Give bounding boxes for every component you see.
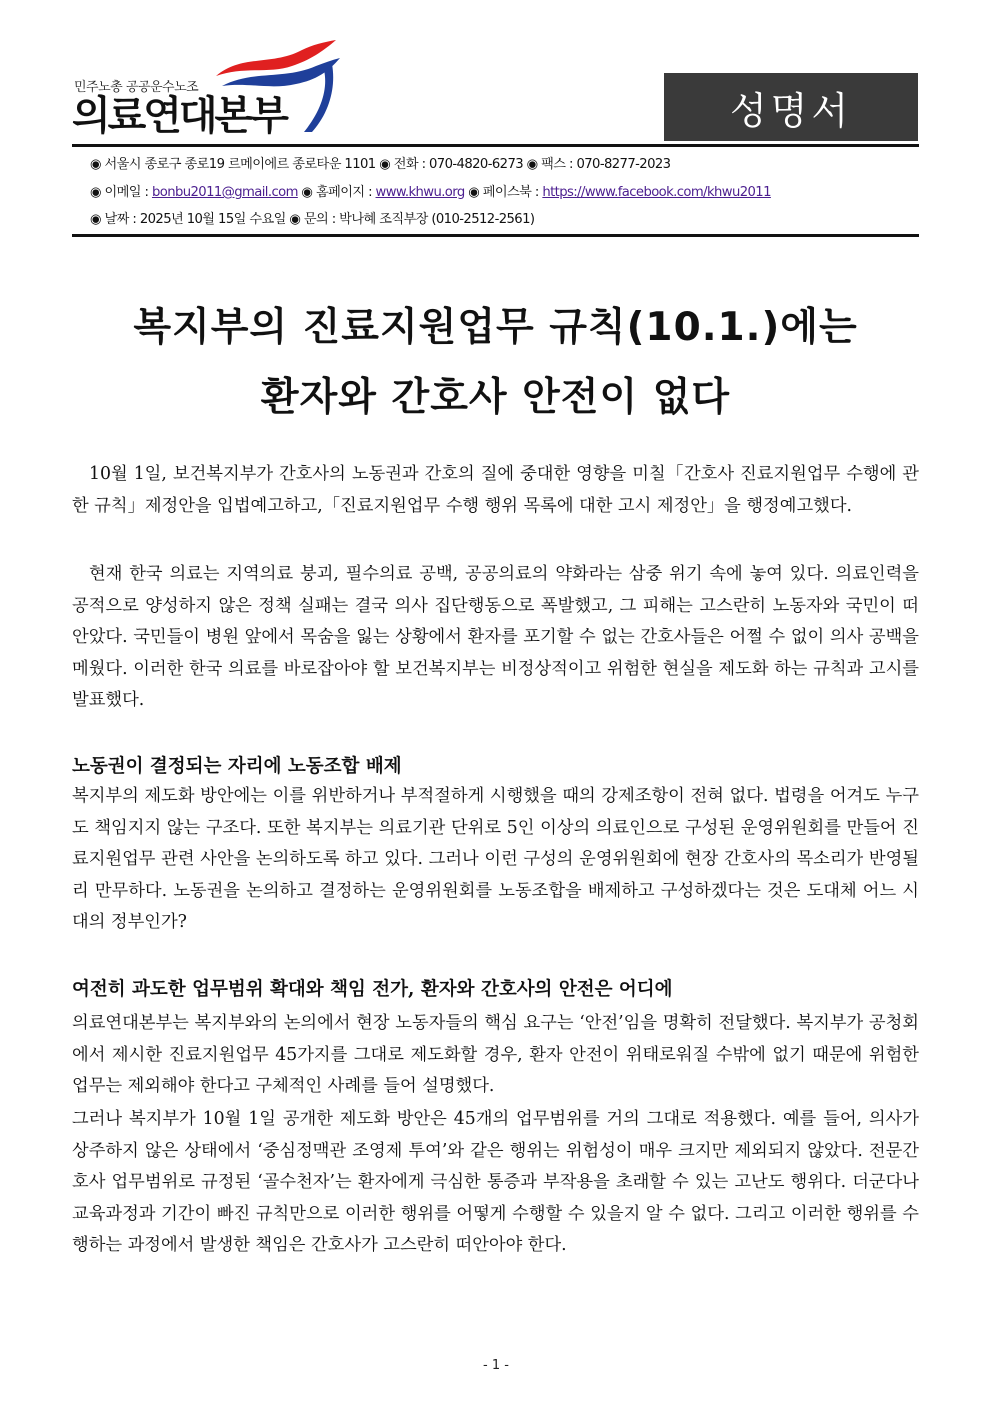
bullet-icon: ◉ — [90, 212, 101, 227]
statement-title-line2: 환자와 간호사 안전이 없다 — [260, 375, 731, 420]
statement-title-line1: 복지부의 진료지원업무 규칙(10.1.)에는 — [133, 305, 858, 350]
contact-line-address — [90, 153, 670, 172]
facebook-link[interactable]: https://www.facebook.com/khwu2011 — [542, 185, 771, 200]
facebook-label: 페이스북 : — [482, 185, 543, 200]
bullet-icon: ◉ — [468, 185, 480, 200]
page-number: - 1 - — [483, 1358, 509, 1373]
address-text: 서울시 종로구 종로19 르메이에르 종로타운 1101 — [104, 157, 376, 172]
body-paragraph-5: 그러나 복지부가 10월 1일 공개한 제도화 방안은 45개의 업무범위를 거의 그대로 적용했다. 예를 들어, 의사가 상주하지 않은 상태에서 ‘중심정맥관 조영제 투여’와 같은 행위는 위험성이 매우 크지만 제외되지 않았다. 전문간호사 업무범위로 규정된 ‘골수천자’는 환자에게 극심한 통증과 부작용을 초래할 수 있는 고난도 행위다. 더군다나 교육과정과 기간이 빠진 규칙만으로 이러한 행위를 어떻게 수행할 수 있을지 알 수 없다. 그리고 이러한 행위를 수행하는 과정에서 발생한 책임은 간호사가 고스란히 떠안아야 한다. — [72, 1109, 919, 1256]
org-logo — [72, 30, 352, 140]
document-type-badge: 성명서 — [664, 73, 918, 141]
phone-text: 전화 : 070-4820-6273 — [393, 157, 524, 172]
body-paragraph-3: 복지부의 제도화 방안에는 이를 위반하거나 부적절하게 시행했을 때의 강제조항이 전혀 없다. 법령을 어겨도 누구도 책임지지 않는 구조다. 또한 복지부는 의료기관 단위로 5인 이상의 의료인으로 구성된 운영위원회를 만들어 진료지원업무 관련 사안을 논의하도록 하고 있다. 그러나 이런 구성의 운영위원회에 현장 간호사의 목소리가 반영될 리 만무하다. 노동권을 논의하고 결정하는 운영위원회를 노동조합을 배제하고 구성하겠다는 것은 도대체 어느 시대의 정부인가? — [72, 786, 919, 933]
bullet-icon: ◉ — [90, 157, 101, 172]
org-name: 의료연대본부 — [72, 93, 286, 139]
inquiry-text: 문의 : 박나혜 조직부장 (010-2512-2561) — [303, 212, 535, 227]
email-label: 이메일 : — [104, 185, 152, 200]
email-link[interactable]: bonbu2011@gmail.com — [151, 185, 298, 200]
bullet-icon: ◉ — [379, 157, 391, 172]
body-paragraph-4: 의료연대본부는 복지부와의 논의에서 현장 노동자들의 핵심 요구는 ‘안전’임을 명확히 전달했다. 복지부가 공청회에서 제시한 진료지원업무 45가지를 그대로 제도화할 경우, 환자 안전이 위태로워질 수밖에 없기 때문에 위험한 업무는 제외해야 한다고 구체적인 사례를 들어 설명했다. — [72, 1013, 919, 1097]
bullet-icon: ◉ — [289, 212, 301, 227]
body-paragraph-2: 현재 한국 의료는 지역의료 붕괴, 필수의료 공백, 공공의료의 약화라는 삼중 위기 속에 놓여 있다. 의료인력을 공적으로 양성하지 않은 정책 실패는 결국 의사 집단행동으로 폭발했고, 그 피해는 고스란히 노동자와 국민이 떠안았다. 국민들이 병원 앞에서 목숨을 잃는 상황에서 환자를 포기할 수 없는 간호사들은 어쩔 수 없이 의사 공백을 메웠다. 이러한 한국 의료를 바로잡아야 할 보건복지부는 비정상적이고 위험한 현실을 제도화 하는 규칙과 고시를 발표했다. — [72, 564, 919, 711]
homepage-link[interactable]: www.khwu.org — [375, 185, 465, 200]
section-heading-1: 노동권이 결정되는 자리에 노동조합 배제 — [72, 756, 402, 777]
org-affiliation: 민주노총 공공운수노조 — [74, 80, 199, 95]
header-divider-bottom — [72, 234, 919, 237]
bullet-icon: ◉ — [301, 185, 313, 200]
fax-text: 팩스 : 070-8277-2023 — [541, 157, 671, 172]
homepage-label: 홈페이지 : — [315, 185, 376, 200]
bullet-icon: ◉ — [90, 185, 101, 200]
contact-line-online — [90, 181, 771, 200]
bullet-icon: ◉ — [526, 157, 538, 172]
body-paragraph-1: 10월 1일, 보건복지부가 간호사의 노동권과 간호의 질에 중대한 영향을 미칠「간호사 진료지원업무 수행에 관한 규칙」제정안을 입법예고하고,「진료지원업무 수행 행위 목록에 대한 고시 제정안」을 행정예고했다. — [72, 464, 919, 516]
contact-line-date — [90, 208, 534, 227]
date-text: 날짜 : 2025년 10월 15일 수요일 — [104, 212, 286, 227]
section-heading-2: 여전히 과도한 업무범위 확대와 책임 전가, 환자와 간호사의 안전은 어디에 — [72, 979, 673, 1000]
header-divider-top — [72, 144, 919, 147]
